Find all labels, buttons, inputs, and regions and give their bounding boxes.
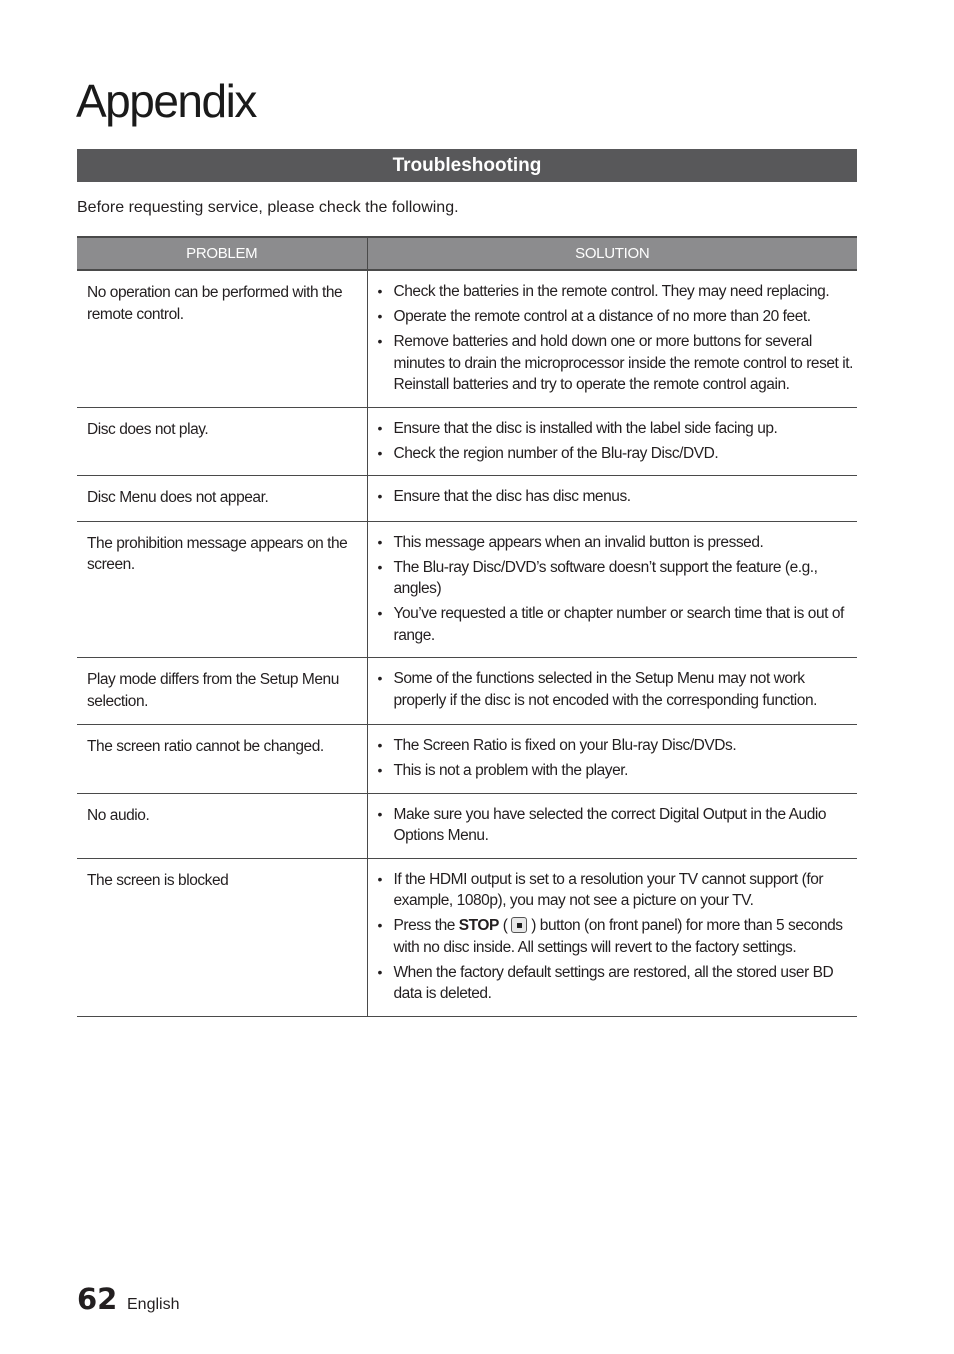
solution-item: • Some of the functions selected in the Setup Menu may not work properly if the disc is not encoded with the corresponding function.: [378, 668, 858, 711]
solution-cell: [367, 793, 857, 858]
problem-cell: The screen ratio cannot be changed.: [77, 725, 367, 794]
problem-cell: The prohibition message appears on the screen.: [77, 521, 367, 658]
solution-list: [378, 668, 858, 711]
troubleshooting-table: [77, 236, 857, 1017]
problem-header: PROBLEM: [77, 237, 367, 270]
table-row: [77, 476, 857, 522]
solution-item: • Operate the remote control at a distance of no more than 20 feet.: [378, 306, 858, 328]
solution-cell: [367, 521, 857, 658]
section-title: Troubleshooting: [392, 155, 542, 176]
solution-item: • You’ve requested a title or chapter number or search time that is out of range.: [378, 603, 858, 646]
solution-cell: [367, 658, 857, 725]
section-title-bar: [77, 149, 857, 182]
solution-item: • Check the region number of the Blu-ray Disc/DVD.: [378, 443, 858, 465]
solution-item: • When the factory default settings are restored, all the stored user BD data is deleted.: [378, 962, 858, 1005]
table-row: [77, 658, 857, 725]
solution-list: [378, 281, 858, 396]
table-row: [77, 407, 857, 476]
solution-cell: [367, 270, 857, 407]
solution-item: • Ensure that the disc has disc menus.: [378, 486, 858, 508]
solution-cell: [367, 858, 857, 1016]
stop-label: STOP: [458, 917, 499, 934]
stop-prefix-text: Press the: [393, 917, 459, 934]
table-row: [77, 725, 857, 794]
solution-list: [378, 804, 858, 847]
solution-item: • Check the batteries in the remote control. They may need replacing.: [378, 281, 858, 303]
solution-item: • This is not a problem with the player.: [378, 760, 858, 782]
solution-item: • This message appears when an invalid button is pressed.: [378, 532, 858, 554]
table-row: [77, 858, 857, 1016]
solution-item: • Ensure that the disc is installed with the label side facing up.: [378, 418, 858, 440]
solution-cell: [367, 407, 857, 476]
solution-item: • The Screen Ratio is fixed on your Blu-ray Disc/DVDs.: [378, 735, 858, 757]
page-title: Appendix: [76, 75, 256, 127]
stop-close-paren: ): [527, 917, 536, 934]
solution-cell: [367, 476, 857, 522]
solution-cell: [367, 725, 857, 794]
intro-text: Before requesting service, please check the following.: [77, 199, 459, 216]
solution-list: [378, 486, 858, 508]
solution-header: SOLUTION: [367, 237, 857, 270]
table-header-row: [77, 237, 857, 270]
table-row: [77, 521, 857, 658]
stop-suffix-text: button (on front panel) for more than 5 seconds with no disc inside. All settings will revert to the factory settings.: [393, 917, 843, 956]
stop-open-paren: (: [498, 917, 512, 934]
problem-cell: No audio.: [77, 793, 367, 858]
solution-list: [378, 735, 858, 782]
solution-item: • If the HDMI output is set to a resolution your TV cannot support (for example, 1080p), you may not see a picture on your TV.: [378, 869, 858, 912]
problem-cell: The screen is blocked: [77, 858, 367, 1016]
solution-list: [378, 532, 858, 647]
solution-item-stop: [378, 915, 858, 958]
solution-list: [378, 418, 858, 465]
solution-list: [378, 869, 858, 1005]
problem-cell: Disc Menu does not appear.: [77, 476, 367, 522]
solution-item: • Remove batteries and hold down one or more buttons for several minutes to drain the microprocessor inside the remote control to reset it. Reinstall batteries and try to operate the remote control again.: [378, 331, 858, 396]
table-row: [77, 793, 857, 858]
problem-cell: Play mode differs from the Setup Menu selection.: [77, 658, 367, 725]
page-number: 62: [77, 1282, 118, 1316]
solution-item: • Make sure you have selected the correct Digital Output in the Audio Options Menu.: [378, 804, 858, 847]
problem-cell: No operation can be performed with the remote control.: [77, 270, 367, 407]
solution-item: • The Blu-ray Disc/DVD’s software doesn’t support the feature (e.g., angles): [378, 557, 858, 600]
page-language: English: [127, 1296, 180, 1313]
problem-cell: Disc does not play.: [77, 407, 367, 476]
stop-icon: [511, 917, 527, 933]
table-row: [77, 270, 857, 407]
